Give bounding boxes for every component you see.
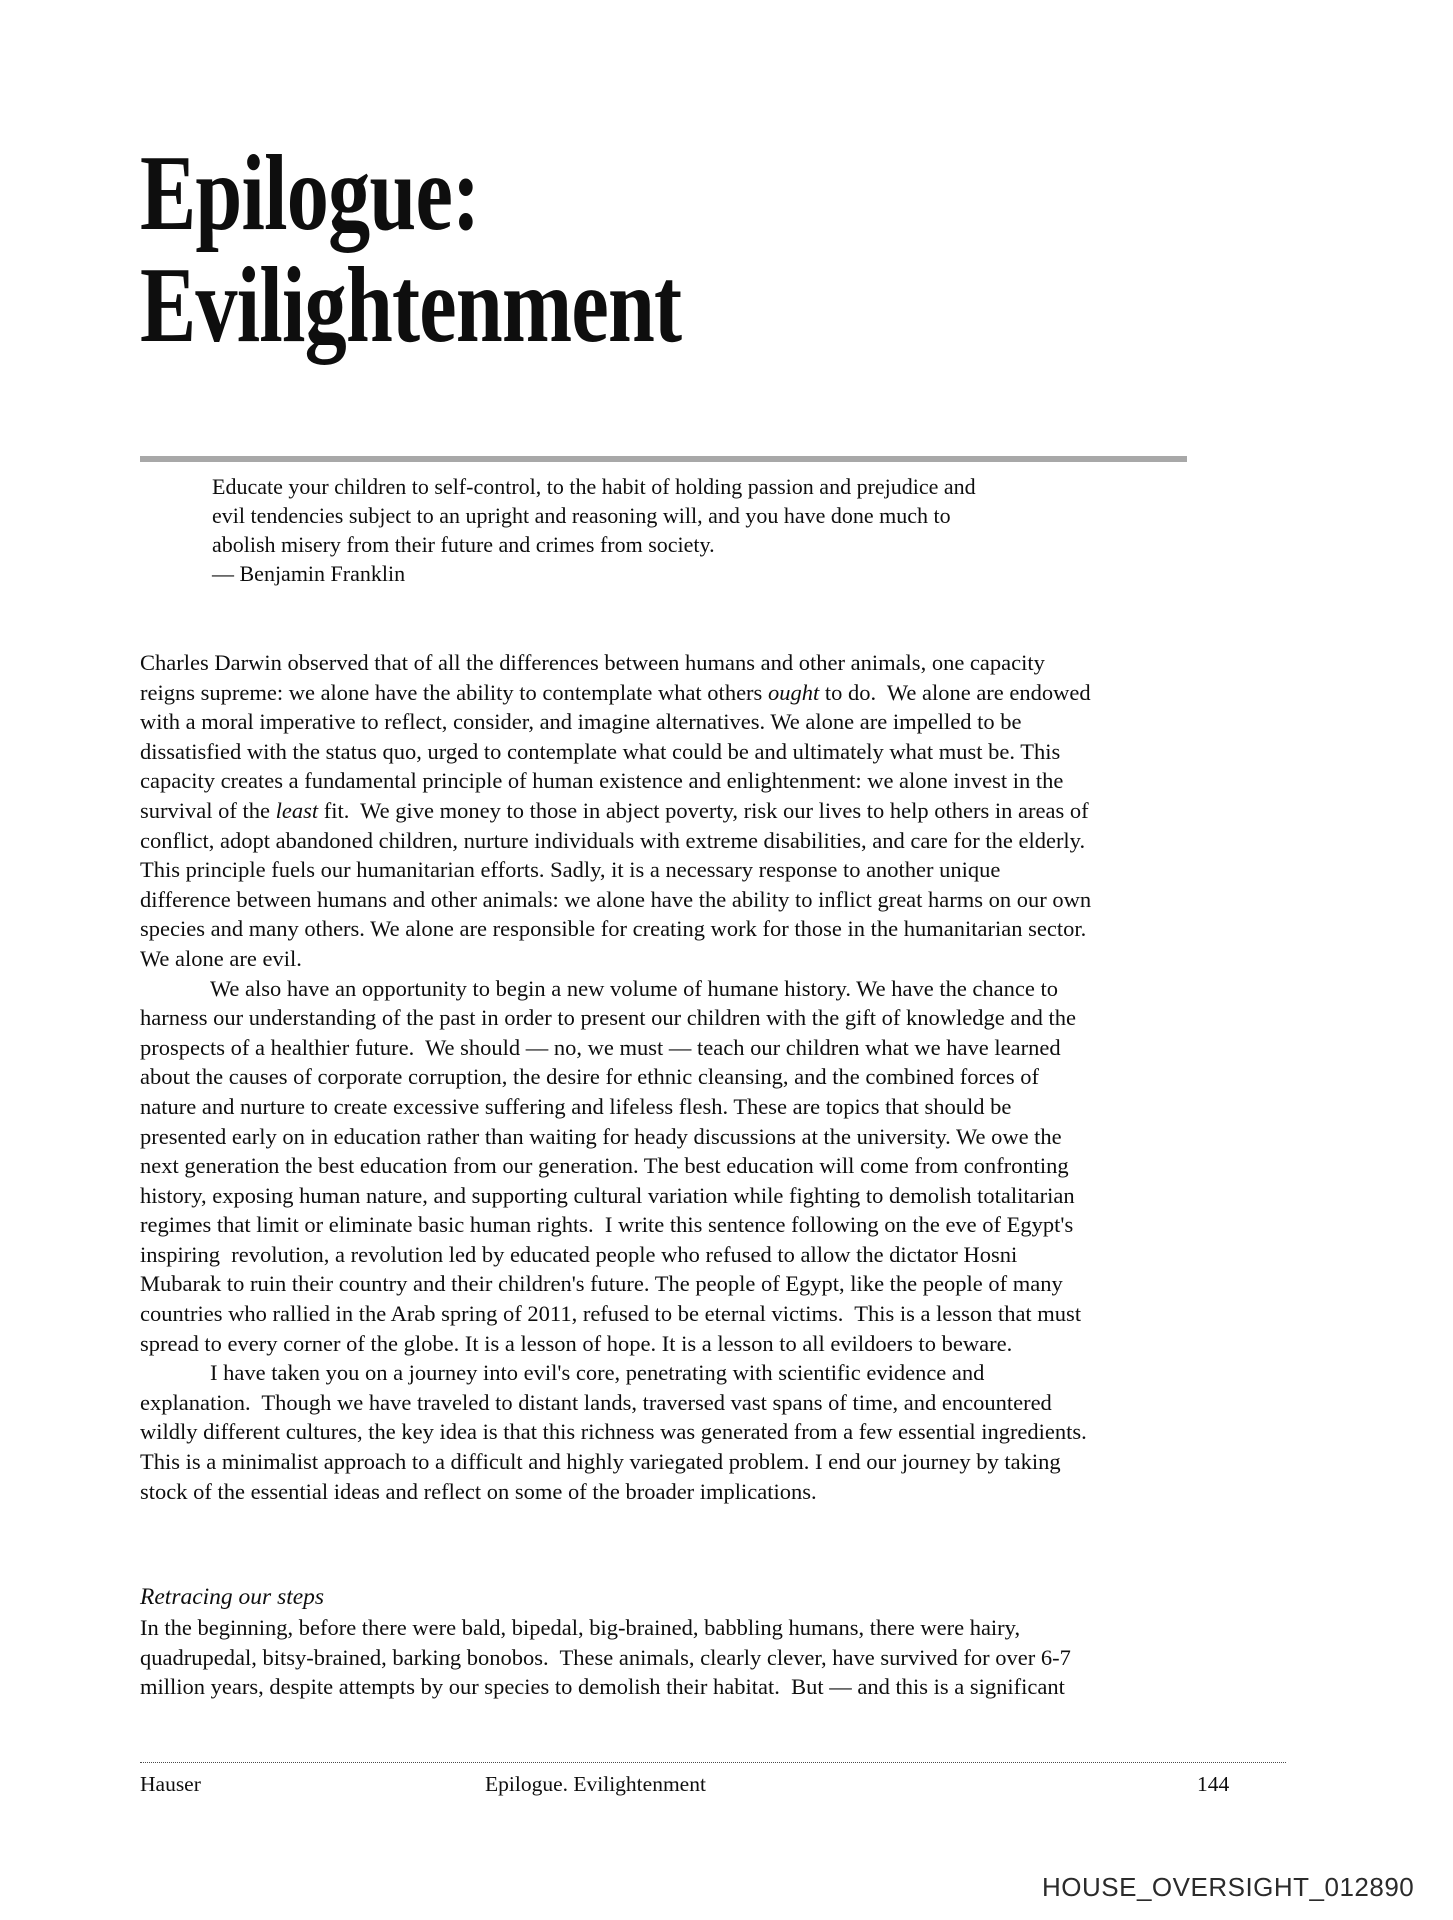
bates-stamp: HOUSE_OVERSIGHT_012890	[1042, 1872, 1415, 1902]
text-line	[140, 1672, 1290, 1702]
text-run: dissatisfied with the status quo, urged to contemplate what could be and ultimately what must be. This	[140, 738, 1061, 764]
text-run: We also have an opportunity to begin a new volume of humane history. We have the chance to	[210, 975, 1059, 1001]
text-line	[140, 1388, 1290, 1418]
title-divider	[140, 456, 1187, 462]
text-run: Mubarak to ruin their country and their children's future. The people of Egypt, like the people of many	[140, 1271, 1063, 1297]
text-line	[140, 1122, 1290, 1152]
text-run: species and many others. We alone are responsible for creating work for those in the humanitarian sector.	[140, 916, 1087, 942]
text-line	[140, 1299, 1290, 1329]
text-line	[140, 1033, 1290, 1063]
body-paragraph	[140, 1613, 1290, 1702]
footer-chapter: Epilogue. Evilightenment	[485, 1772, 706, 1796]
text-run: We alone are evil.	[140, 945, 302, 971]
text-line	[140, 1003, 1290, 1033]
text-run: In the beginning, before there were bald, bipedal, big-brained, babbling humans, there were hairy,	[140, 1615, 1021, 1641]
text-line	[140, 974, 1290, 1004]
text-run: million years, despite attempts by our species to demolish their habitat. But — and this is a significant	[140, 1674, 1065, 1700]
page-title-line-1: Epilogue:	[140, 134, 480, 253]
body-paragraph	[140, 1358, 1290, 1506]
page-title	[140, 134, 1037, 365]
text-line	[140, 1210, 1290, 1240]
text-run: survival of the	[140, 797, 276, 823]
text-line	[140, 1092, 1290, 1122]
text-run: This is a minimalist approach to a difficult and highly variegated problem. I end our journey by taking	[140, 1449, 1061, 1475]
text-run: least	[275, 797, 319, 823]
text-line	[140, 885, 1290, 915]
text-line	[140, 1240, 1290, 1270]
text-line	[140, 707, 1290, 737]
text-run: regimes that limit or eliminate basic human rights. I write this sentence following on the eve of Egypt's	[140, 1212, 1074, 1238]
text-run: quadrupedal, bitsy-brained, barking bonobos. These animals, clearly clever, have survived for over 6-7	[140, 1644, 1071, 1670]
text-run: I have taken you on a journey into evil's core, penetrating with scientific evidence and	[210, 1360, 985, 1386]
text-run: history, exposing human nature, and supporting cultural variation while fighting to demolish totalitarian	[140, 1182, 1075, 1208]
text-run: stock of the essential ideas and reflect on some of the broader implications.	[140, 1478, 817, 1504]
quote-line: — Benjamin Franklin	[212, 561, 406, 586]
body-paragraph	[140, 648, 1290, 974]
text-line	[140, 648, 1290, 678]
text-run: spread to every corner of the globe. It is a lesson of hope. It is a lesson to all evildoers to beware.	[140, 1330, 1013, 1356]
page-footer	[140, 1762, 1286, 1813]
text-line	[140, 1329, 1290, 1359]
text-line	[140, 1151, 1290, 1181]
text-run: ought	[767, 679, 820, 705]
quote-line: abolish misery from their future and crimes from society.	[212, 532, 715, 557]
footer-page-number: 144	[1197, 1772, 1230, 1796]
text-run: about the causes of corporate corruption, the desire for ethnic cleansing, and the combined forces of	[140, 1064, 1040, 1090]
text-run: fit. We give money to those in abject poverty, risk our lives to help others in areas of	[318, 797, 1089, 823]
text-run: harness our understanding of the past in order to present our children with the gift of knowledge and the	[140, 1005, 1077, 1031]
text-run: inspiring revolution, a revolution led by educated people who refused to allow the dictator Hosni	[140, 1241, 1018, 1267]
text-run: nature and nurture to create excessive suffering and lifeless flesh. These are topics that should be	[140, 1093, 1012, 1119]
text-run: to do. We alone are endowed	[819, 679, 1091, 705]
text-line	[140, 914, 1290, 944]
text-line	[140, 678, 1290, 708]
text-run: wildly different cultures, the key idea is that this richness was generated from a few essential ingredients.	[140, 1419, 1087, 1445]
text-line	[140, 796, 1290, 826]
body-paragraph	[140, 974, 1290, 1359]
text-run: reigns supreme: we alone have the ability to contemplate what others	[140, 679, 768, 705]
text-line	[140, 944, 1290, 974]
text-line	[140, 1417, 1290, 1447]
quote-line: evil tendencies subject to an upright and reasoning will, and you have done much to	[212, 503, 951, 528]
text-line	[140, 1358, 1290, 1388]
text-run: Charles Darwin observed that of all the differences between humans and other animals, one capacity	[140, 650, 1045, 675]
text-line	[140, 855, 1290, 885]
section-heading: Retracing our steps	[140, 1584, 325, 1611]
page-content	[140, 0, 1290, 1702]
text-line	[140, 1181, 1290, 1211]
text-run: difference between humans and other animals: we alone have the ability to inflict great harms on our own	[140, 886, 1092, 912]
text-run: explanation. Though we have traveled to distant lands, traversed vast spans of time, and encountered	[140, 1389, 1052, 1415]
text-line	[140, 1447, 1290, 1477]
text-run: prospects of a healthier future. We should — no, we must — teach our children what we have learned	[140, 1034, 1061, 1060]
text-run: conflict, adopt abandoned children, nurture individuals with extreme disabilities, and care for the elderly.	[140, 827, 1086, 853]
quote-line: Educate your children to self-control, to the habit of holding passion and prejudice and	[212, 474, 976, 499]
text-run: countries who rallied in the Arab spring of 2011, refused to be eternal victims. This is a lesson that must	[140, 1301, 1082, 1327]
text-line	[140, 1477, 1290, 1507]
text-line	[140, 766, 1290, 796]
body-text	[140, 648, 1290, 1702]
epigraph-quote	[212, 472, 1290, 588]
text-line	[140, 1613, 1290, 1643]
text-line	[140, 1643, 1290, 1673]
text-run: with a moral imperative to reflect, consider, and imagine alternatives. We alone are impelled to be	[140, 709, 1022, 735]
text-line	[140, 737, 1290, 767]
text-run: next generation the best education from our generation. The best education will come from confronting	[140, 1153, 1069, 1179]
text-run: presented early on in education rather than waiting for heady discussions at the university. We owe the	[140, 1123, 1062, 1149]
text-run: capacity creates a fundamental principle of human existence and enlightenment: we alone invest in the	[140, 768, 1064, 794]
text-line	[140, 826, 1290, 856]
text-run: This principle fuels our humanitarian efforts. Sadly, it is a necessary response to another unique	[140, 857, 1001, 883]
page-title-line-2: Evilightenment	[140, 246, 682, 365]
text-line	[140, 1062, 1290, 1092]
footer-author: Hauser	[140, 1772, 201, 1796]
text-line	[140, 1269, 1290, 1299]
